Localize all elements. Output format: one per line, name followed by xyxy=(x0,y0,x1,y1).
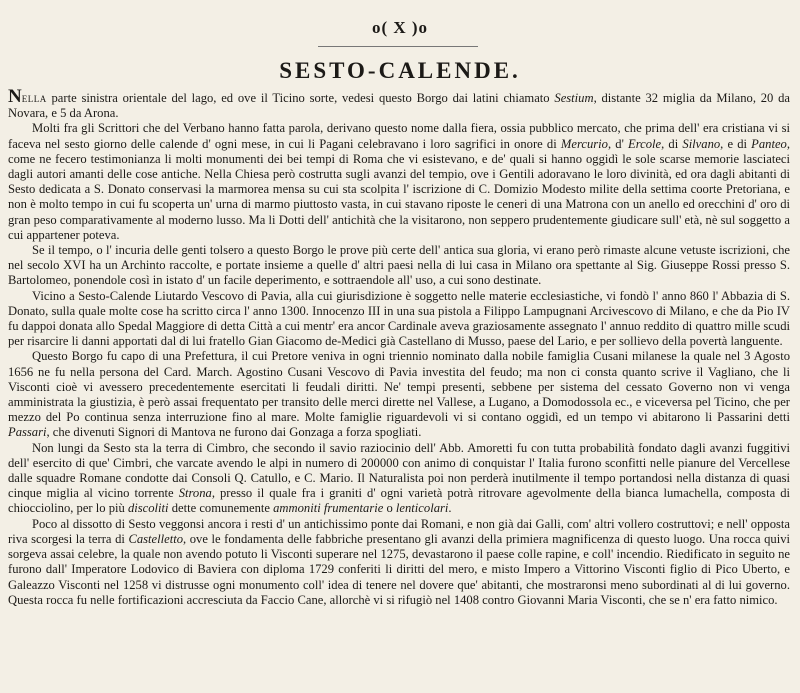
text-run: Questo Borgo fu capo di una Prefettura, il cui Pretore veniva in ogni triennio nominato dalla nobile famiglia Cusani milanese la quale nel 3 Agosto 1656 ne fu nella persona del Card. March. Agostino Cusani Vescovo di Pavia investita del feudo; ma non ci consta quanto scrive il Vagliano, che li Visconti cioè vi avessero precedentemente esercitati li feudali diritti. Ne' tempi presenti, sebbene per sistema del cessato Governo non vi venga amministrata la giustizia, è però assai frequentato per transito delle merci dirette nel Vallese, a Lugano, a Domodossola ec., e viceversa pel Ticino, che per mezzo del Po continua senza interruzione fino al mare. Molte famiglie riguardevoli vi si contano oggidì, ed un tempo vi abitarono li Passarini detti xyxy=(8,349,790,425)
small-caps-opening: ella xyxy=(21,91,47,105)
italic-term: Castelletto xyxy=(128,531,184,546)
text-run: , che divenuti Signori di Mantova ne furono dai Gonzaga a forza spogliati. xyxy=(46,425,422,440)
text-run: o xyxy=(383,501,396,516)
text-run: , di xyxy=(661,136,683,151)
text-run: parte sinistra orientale del lago, ed ove il Ticino sorte, vedesi questo Borgo dai latini chiamato xyxy=(46,91,555,105)
text-run: , ove le fondamenta delle fabbriche presentano gli avanzi della primiera magnificenza di questo luogo. Una rocca quivi sorgeva assai celebre, la quale non avendo potuto li Visconti superare nel 1275, devastarono il paese colle rapine, e coll' incendio. Riedificato in seguito ne furono dall' Imperatore Lodovico di Baviera con diploma 1729 conferiti li diritti del mero, e misto Impero a Vittorino Visconti figlio di Pico Uberto, e Galeazzo Visconti nel 1258 vi distrusse ogni monumento coll' idea di tenere nel dovere que' abitanti, che mostraronsi meno subordinati al di lui governo. Questa rocca fu nelle fortificazioni accresciuta da Faccio Cane, allorchè vi si rifugiò nel 1408 contro Giovanni Maria Visconti, che se n' era fatto nimico. xyxy=(8,531,791,607)
paragraph xyxy=(8,441,790,517)
italic-term: lenticolari xyxy=(395,501,449,516)
paragraph xyxy=(8,121,790,243)
text-run: . xyxy=(448,501,452,516)
text-run: Se il tempo, o l' incuria delle genti tolsero a questo Borgo le prove più certe dell' antica sua gloria, vi erano però rimaste alcune vetuste iscrizioni, che nel secolo XVI ha un Archinto raccolte, e portate insieme a quelle d' altri paesi nella di lui casa in Milano ora spettante al Sig. Giuseppe Rossi presso S. Bartolomeo, ponendole così in istato d' un facile deperimento, e sottraendole all' uso, a cui sono destinate. xyxy=(8,243,790,288)
text-run: , come ne fecero testimonianza li molti monumenti dei bei tempi di Roma che vi esistevano, e de' quali si hanno oggidì le sole scarse memorie lasciateci dagli autori amanti delle cose antiche. Nella Chiesa però costrutta sugli avanzi del tempio, ove i Gentili adoravano le loro divinità, ed ora dagli abitanti di Sesto dedicata a S. Donato conservasi la marmorea mensa su cui sta scolpita l' iscrizione di C. Domizio Modesto milite della settima coorte Pretoriana, e non è molto tempo in cui fu scoperta un' urna di marmo piuttosto vasta, in cui stavano riposte le ceneri di una Matrona con un anello ed orecchini d' oro di gran peso comparativamente al moderno lusso. Ma li Dotti dell' antichità che la visitarono, non seppero prudentemente giudicare sull' età, nè sul soggetto a cui appartener poteva. xyxy=(8,136,791,242)
paragraph xyxy=(8,289,790,350)
italic-term: Sestium xyxy=(554,91,594,105)
body-text xyxy=(8,86,791,608)
italic-term: Mercurio xyxy=(560,136,608,151)
italic-term: Passari xyxy=(8,425,47,440)
title-divider xyxy=(318,46,478,47)
page-title: SESTO-CALENDE. xyxy=(279,58,521,83)
text-run: Vicino a Sesto-Calende Liutardo Vescovo di Pavia, alla cui giurisdizione è soggetto nelle materie ecclesiastiche, vi fondò l' anno 860 l' Abbazia di S. Donato, sulla quale molte cose ha scritto circa l' anno 1300. Innocenzo III in una sua pistola a Filippo Lampugnani Arcivescovo di Milano, e che da Pio IV fu dappoi donata allo Spedal Maggiore di detta Città a cui mentr' era ancor Cardinale aveva graziosamente assegnato l' annuo reddito di quattro mille scudi per risarcire li danni apportati dal di lui fratello Gian Giacomo de-Medici già Castellano di Musso, paese del Lario, e per sollievo della povertà languente. xyxy=(8,288,790,349)
italic-term: Panteo xyxy=(751,136,787,151)
text-run: Poco al dissotto di Sesto veggonsi ancora i resti d' un antichissimo ponte dai Romani, e non già dai Galli, com' altri vollero costruttovi; e nell' opposta riva scorgesi la terra di xyxy=(8,516,790,546)
text-run: Non lungi da Sesto sta la terra di Cimbro, che secondo il savio raziocinio dell' Abb. Amoretti fu con tutta probabilità fondato dagli avanzi fuggitivi dell' esercito di que' Cimbri, che varcate avendo le alpi in numero di 200000 con animo di conquistar l' Italia furono sconfitti nelle pianure del Vercellese dalle squadre Romane condotte dai Consoli Q. Catullo, e C. Mario. Il Naturalista poi non perderà inutilmente il tempo portandosi nella distanza di quasi cinque miglia al vicino torrente xyxy=(8,440,790,501)
italic-term: discoliti xyxy=(127,501,169,516)
paragraph xyxy=(8,86,790,121)
italic-term: Ercole xyxy=(628,136,662,151)
paragraph xyxy=(8,517,790,608)
text-run: , e di xyxy=(720,136,752,151)
text-run: dette comunemente xyxy=(168,501,274,516)
text-run: , d' xyxy=(607,136,629,151)
page-number: o( X )o xyxy=(371,18,429,37)
paragraph xyxy=(8,349,790,440)
drop-cap: N xyxy=(8,86,22,107)
text-run: , distante 32 miglia da Milano, 20 da Novara, e 5 da Arona. xyxy=(8,91,790,121)
text-run: , presso il quale fra i graniti d' ogni varietà potrà ritrovare agevolmente della bianca lumachella, composta di chiocciolino, per lo più xyxy=(8,486,791,516)
italic-term: ammoniti frumentarie xyxy=(273,501,384,516)
italic-term: Strona xyxy=(178,486,212,501)
text-run: Molti fra gli Scrittori che del Verbano hanno fatta parola, derivano questo nome dalla fiera, ossia pubblico mercato, che prima dell' era cristiana vi si faceva nel sesto giorno delle calende d' ogni mese, in cui li Pagani celebravano i loro sagrifici in onore di xyxy=(8,121,790,151)
paragraph xyxy=(8,243,790,289)
italic-term: Silvano xyxy=(682,136,721,151)
